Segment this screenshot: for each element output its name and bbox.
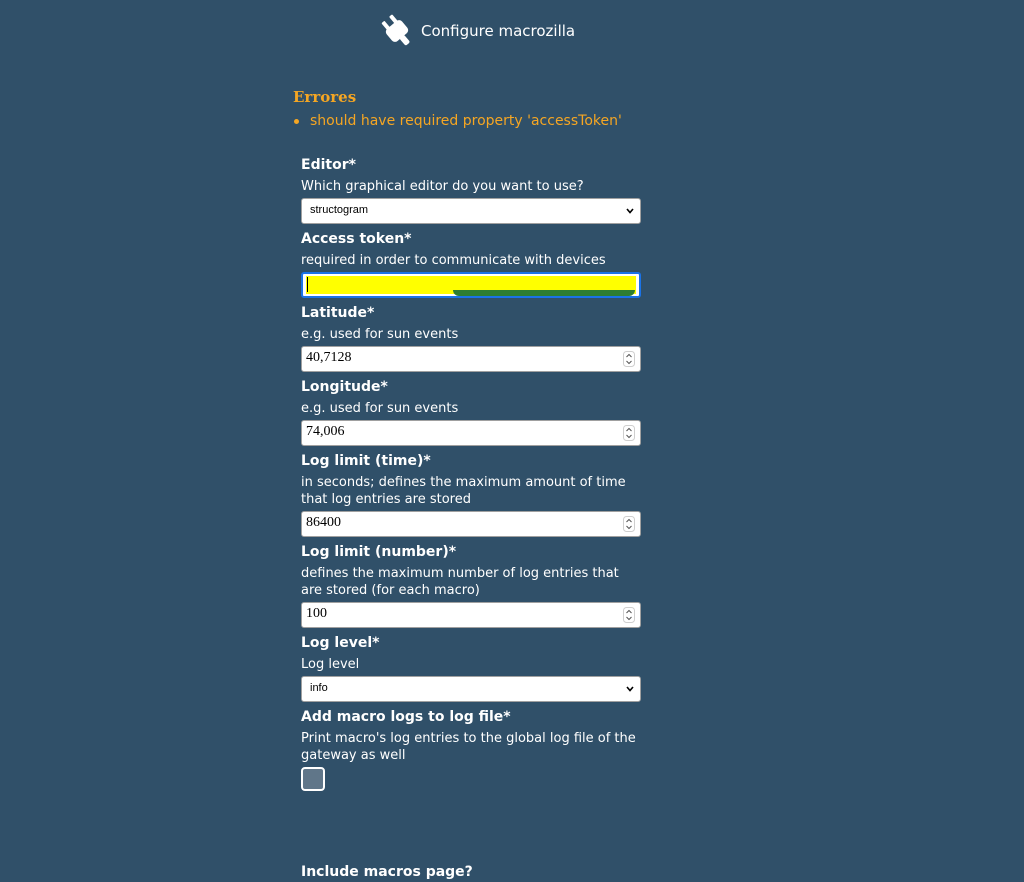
plug-icon	[378, 13, 416, 49]
field-log-level	[301, 634, 643, 702]
log-limit-number-value: 100	[306, 606, 327, 621]
field-longitude	[301, 378, 643, 446]
field-latitude	[301, 304, 643, 372]
latitude-input[interactable]	[301, 346, 641, 372]
latitude-value: 40,7128	[306, 350, 352, 365]
field-access-token	[301, 230, 643, 298]
errors-list	[293, 111, 693, 131]
longitude-description: e.g. used for sun events	[301, 401, 459, 416]
log-level-select-value: info	[310, 682, 328, 694]
log-level-label: Log level*	[301, 635, 380, 651]
add-macro-logs-label: Add macro logs to log file*	[301, 709, 511, 725]
spinner-icon[interactable]	[623, 607, 635, 623]
longitude-value: 74,006	[306, 424, 345, 439]
config-form	[301, 155, 643, 797]
add-macro-logs-description: Print macro's log entries to the global log file of the gateway as well	[301, 731, 636, 763]
field-add-macro-logs	[301, 708, 643, 791]
spinner-icon[interactable]	[623, 516, 635, 532]
bullet-icon	[294, 119, 299, 124]
log-limit-time-description: in seconds; defines the maximum amount of time that log entries are stored	[301, 475, 626, 507]
error-item	[293, 111, 693, 131]
spinner-icon[interactable]	[623, 425, 635, 441]
log-limit-number-input[interactable]	[301, 602, 641, 628]
log-limit-number-label: Log limit (number)*	[301, 544, 457, 560]
longitude-label: Longitude*	[301, 379, 388, 395]
errors-title: Errores	[293, 88, 357, 106]
access-token-description: required in order to communicate with devices	[301, 253, 606, 268]
log-level-description: Log level	[301, 657, 360, 672]
page-header	[0, 0, 1024, 60]
log-limit-time-input[interactable]	[301, 511, 641, 537]
include-macros-page-label: Include macros page?	[301, 864, 473, 880]
add-macro-logs-checkbox[interactable]	[301, 767, 325, 791]
log-level-select[interactable]	[301, 676, 641, 702]
errors-panel	[293, 87, 693, 131]
log-limit-number-description: defines the maximum number of log entries that are stored (for each macro)	[301, 566, 619, 598]
text-caret	[307, 277, 308, 292]
editor-description: Which graphical editor do you want to use?	[301, 179, 584, 194]
field-log-limit-number	[301, 543, 643, 628]
access-token-input[interactable]	[301, 272, 641, 298]
field-editor	[301, 156, 643, 224]
spinner-icon[interactable]	[623, 351, 635, 367]
chevron-down-icon	[624, 205, 636, 217]
page-title: Configure macrozilla	[421, 22, 576, 40]
editor-select-value: structogram	[310, 204, 369, 216]
log-limit-time-label: Log limit (time)*	[301, 453, 431, 469]
longitude-input[interactable]	[301, 420, 641, 446]
editor-label: Editor*	[301, 157, 356, 173]
access-token-label: Access token*	[301, 231, 412, 247]
chevron-down-icon	[624, 683, 636, 695]
redaction-smear	[453, 290, 635, 296]
editor-select[interactable]	[301, 198, 641, 224]
field-log-limit-time	[301, 452, 643, 537]
latitude-description: e.g. used for sun events	[301, 327, 459, 342]
log-limit-time-value: 86400	[306, 515, 341, 530]
latitude-label: Latitude*	[301, 305, 375, 321]
error-text: should have required property 'accessToken'	[310, 113, 622, 129]
